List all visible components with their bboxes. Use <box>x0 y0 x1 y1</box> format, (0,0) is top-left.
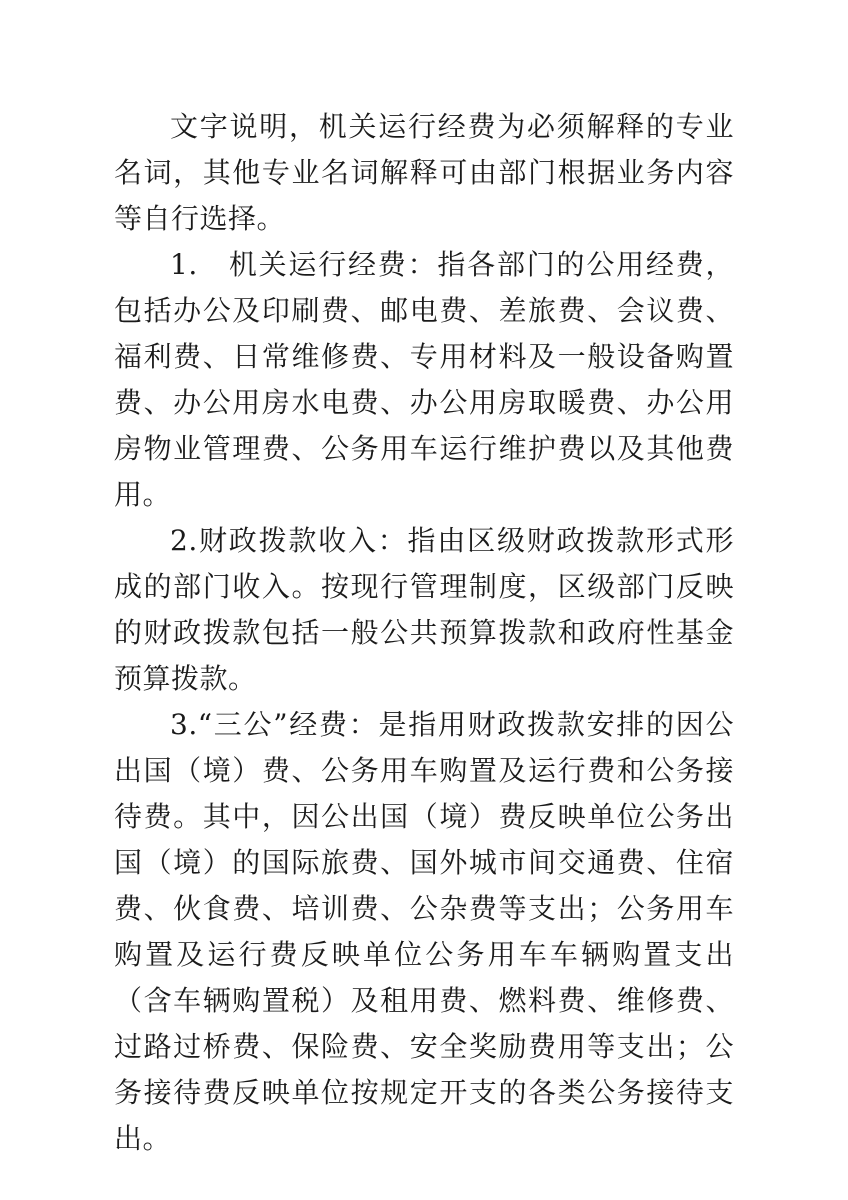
term-number-2: 2. <box>170 524 198 557</box>
document-body <box>114 104 734 1162</box>
term-item-1 <box>114 242 734 518</box>
term-item-2 <box>114 518 734 702</box>
term-number-3: 3. <box>170 708 198 741</box>
term-item-3 <box>114 702 734 1162</box>
term-text-1: 机关运行经费：指各部门的公用经费，包括办公及印刷费、邮电费、差旅费、会议费、福利费、日常维修费、专用材料及一般设备购置费、办公用房水电费、办公用房取暖费、办公用房物业管理费、公务用车运行维护费以及其他费用。 <box>114 248 734 511</box>
intro-paragraph: 文字说明，机关运行经费为必须解释的专业名词，其他专业名词解释可由部门根据业务内容等自行选择。 <box>114 110 734 235</box>
term-text-2: 财政拨款收入：指由区级财政拨款形式形成的部门收入。按现行管理制度，区级部门反映的财政拨款包括一般公共预算拨款和政府性基金预算拨款。 <box>114 524 734 695</box>
term-text-3: “三公”经费：是指用财政拨款安排的因公出国（境）费、公务用车购置及运行费和公务接待费。其中，因公出国（境）费反映单位公务出国（境）的国际旅费、国外城市间交通费、住宿费、伙食费、培训费、公杂费等支出；公务用车购置及运行费反映单位公务用车车辆购置支出（含车辆购置税）及租用费、燃料费、维修费、过路过桥费、保险费、安全奖励费用等支出；公务接待费反映单位按规定开支的各类公务接待支出。 <box>114 708 734 1155</box>
term-number-1: 1. <box>170 248 229 281</box>
